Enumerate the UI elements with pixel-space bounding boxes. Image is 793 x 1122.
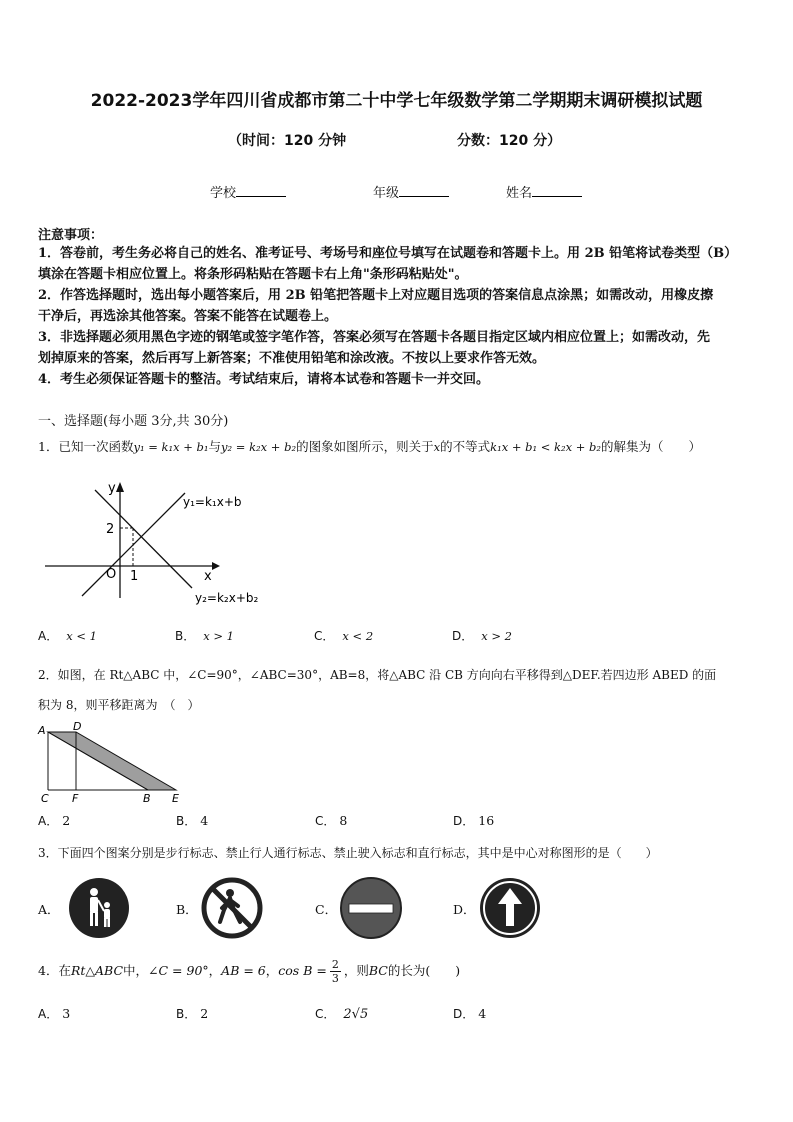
q4-option-b[interactable] [176, 1005, 208, 1022]
option-label: B． [176, 1007, 197, 1021]
q4-bc: BC [368, 963, 388, 978]
q4-text: ，则 [343, 963, 369, 978]
option-text: x > 1 [203, 629, 234, 643]
q4-triangle: Rt△ABC [70, 963, 124, 978]
point-f-label: F [72, 792, 79, 805]
notice-line: 填涂在答题卡相应位置上。将条形码粘贴在答题卡右上角"条形码粘贴处"。 [38, 267, 468, 282]
q1-function-graph [40, 478, 280, 608]
question-1-stem [38, 434, 768, 460]
option-text: x < 1 [66, 629, 97, 643]
name-field[interactable] [506, 182, 582, 201]
option-text: x > 2 [481, 629, 512, 643]
side-ab [48, 732, 148, 790]
q2-option-c[interactable] [315, 812, 347, 829]
exam-title: 2022-2023学年四川省成都市第二十中学七年级数学第二学期期末调研模拟试题 [90, 91, 703, 111]
q4-cos: cos B = [278, 963, 327, 978]
q4-fraction-numerator: 2 [331, 958, 339, 971]
q3-option-a-label[interactable]: A． [38, 902, 60, 917]
q1-inequality: k₁x + b₁ < k₂x + b₂ [490, 440, 602, 454]
q4-sep: ， [208, 963, 222, 978]
notice-line: 3．非选择题必须用黑色字迹的钢笔或签字笔作答，答案必须写在答题卡各题目指定区域内相应位置上；如需改动，先 [38, 330, 711, 345]
x-axis-arrow-icon [212, 562, 220, 570]
y-axis-arrow-icon [116, 482, 124, 492]
point-d-label: D [73, 722, 82, 733]
option-text: 16 [478, 813, 495, 828]
q2-option-d[interactable] [453, 812, 494, 829]
pedestrian-sign-icon [67, 876, 131, 940]
q4-prefix: 4．在 [38, 963, 71, 978]
question-2-stem-line-1: 2．如图，在 Rt△ABC 中，∠C=90°，∠ABC=30°，AB=8，将△ABC 沿 CB 方向向右平移得到△DEF.若四边形 ABED 的面 [38, 668, 717, 682]
option-text: x < 2 [342, 629, 374, 643]
q3-option-b-label[interactable]: B． [176, 902, 198, 917]
section-title: 一、选择题(每小题 3分,共 30分) [38, 414, 229, 429]
option-text: 4 [478, 1006, 487, 1021]
q1-variable: x [433, 440, 441, 454]
q4-option-a[interactable] [38, 1005, 70, 1022]
score-label: 分数：120 分） [457, 133, 562, 149]
q1-prefix: 1．已知一次函数 [38, 439, 134, 454]
no-entry-sign-icon [339, 876, 403, 940]
school-field[interactable] [210, 182, 286, 201]
no-pedestrian-sign-icon [200, 876, 264, 940]
option-label: D． [452, 629, 474, 643]
question-2-stem-line-2: 积为 8，则平移距离为 （ ） [38, 698, 200, 712]
notice-line: 1．答卷前，考生务必将自己的姓名、准考证号、考场号和座位号填写在试题卷和答题卡上。用 2B 铅笔将试卷类型（B） [38, 246, 738, 261]
option-label: A． [38, 629, 59, 643]
line-y1-label: y₁=k₁x+b [183, 495, 242, 509]
q4-ab: AB = 6 [221, 963, 266, 978]
q4-sep: ， [265, 963, 279, 978]
q1-text: 与 [208, 439, 222, 454]
y-tick-label: 2 [106, 522, 115, 537]
option-label: C． [315, 814, 336, 828]
q1-option-c[interactable] [314, 627, 373, 644]
point-c-label: C [41, 792, 49, 805]
question-4-stem [38, 958, 460, 985]
q1-option-b[interactable] [175, 627, 234, 644]
straight-ahead-sign-icon [478, 876, 542, 940]
grade-label: 年级 [373, 186, 400, 201]
q3-option-d-label[interactable]: D． [453, 902, 476, 917]
option-text: 2 [62, 813, 71, 828]
option-text: 8 [339, 813, 348, 828]
x-tick-label: 1 [130, 569, 139, 584]
q4-fraction-denominator: 3 [331, 972, 339, 985]
origin-label: O [106, 567, 117, 582]
option-text: 2√5 [343, 1007, 369, 1022]
y-axis-label: y [108, 481, 116, 496]
option-label: D． [453, 814, 475, 828]
point-e-label: E [172, 792, 179, 805]
q4-suffix: 的长为( ) [387, 963, 461, 978]
school-label: 学校 [210, 186, 237, 201]
option-label: C． [314, 629, 335, 643]
option-text: 3 [62, 1006, 71, 1021]
notice-line: 4．考生必须保证答题卡的整洁。考试结束后，请将本试卷和答题卡一并交回。 [38, 372, 490, 387]
q4-option-c[interactable] [315, 1005, 368, 1022]
option-label: A． [38, 1007, 59, 1021]
line-y2-label: y₂=k₂x+b₂ [195, 591, 259, 605]
notice-line: 划掉原来的答案，然后再写上新答案；不准使用铅笔和涂改液。不按以上要求作答无效。 [38, 351, 546, 366]
name-label: 姓名 [506, 186, 533, 201]
grade-field[interactable] [373, 182, 449, 201]
option-label: D． [453, 1007, 475, 1021]
q1-formula-1: y₁ = k₁x + b₁ [133, 440, 209, 454]
option-label: B． [176, 814, 197, 828]
q1-option-d[interactable] [452, 627, 512, 644]
grade-blank[interactable] [399, 184, 449, 197]
q2-translation-figure [36, 722, 196, 806]
option-text: 4 [200, 813, 209, 828]
q3-option-c-label[interactable]: C． [315, 902, 338, 917]
option-label: C． [315, 1007, 336, 1021]
option-label: A． [38, 814, 59, 828]
q4-text: 中， [123, 963, 149, 978]
notice-line: 干净后，再选涂其他答案。答案不能答在试题卷上。 [38, 309, 338, 324]
quadrilateral-abed [48, 732, 176, 790]
q1-formula-2: y₂ = k₂x + b₂ [221, 440, 297, 454]
option-text: 2 [200, 1006, 209, 1021]
q1-text: 的不等式 [440, 439, 491, 454]
notice-line: 2．作答选择题时，选出每小题答案后，用 2B 铅笔把答题卡上对应题目选项的答案信息点涂黑；如需改动，用橡皮擦 [38, 288, 714, 303]
q2-option-a[interactable] [38, 812, 70, 829]
q4-fraction [330, 958, 341, 985]
school-blank[interactable] [236, 184, 286, 197]
q2-option-b[interactable] [176, 812, 208, 829]
notice-heading: 注意事项： [38, 228, 104, 243]
q4-angle: ∠C = 90° [148, 963, 209, 978]
question-3-stem: 3．下面四个图案分别是步行标志、禁止行人通行标志、禁止驶入标志和直行标志，其中是中心对称图形的是（ ） [38, 846, 658, 860]
name-blank[interactable] [532, 184, 582, 197]
point-a-label: A [38, 724, 46, 737]
x-axis-label: x [204, 569, 212, 584]
point-b-label: B [143, 792, 151, 805]
q4-option-d[interactable] [453, 1005, 486, 1022]
time-label: （时间：120 分钟 [228, 133, 347, 149]
option-label: B． [175, 629, 196, 643]
q1-option-a[interactable] [38, 627, 97, 644]
q1-text: 的图象如图所示，则关于 [296, 439, 434, 454]
q1-suffix: 的解集为（ ） [601, 439, 702, 454]
